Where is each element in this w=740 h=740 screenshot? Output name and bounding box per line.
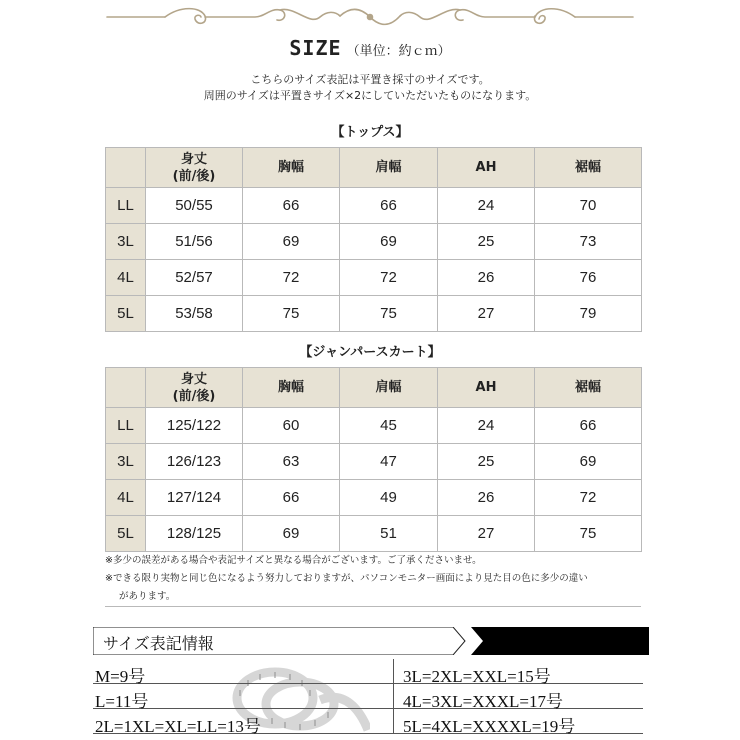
row-size: 5L (106, 516, 146, 552)
cell-hem: 66 (535, 408, 642, 444)
cell-length: 52/57 (146, 260, 243, 296)
cell-chest: 60 (243, 408, 340, 444)
table-header-row (106, 368, 642, 408)
cell-length: 50/55 (146, 188, 243, 224)
info-right-3: 5L=4XL=XXXXL=19号 (403, 717, 576, 736)
cell-hem: 76 (535, 260, 642, 296)
tops-section-label: 【トップス】 (331, 125, 409, 140)
cell-ah: 27 (438, 296, 535, 332)
notes (105, 552, 641, 607)
cell-ah: 24 (438, 188, 535, 224)
title-unit: （単位：約ｃｍ） (346, 44, 451, 59)
cell-length: 51/56 (146, 224, 243, 260)
cell-chest: 66 (243, 188, 340, 224)
row-size: 3L (106, 224, 146, 260)
info-right-2: 4L=3XL=XXXL=17号 (403, 692, 564, 711)
row-size: 4L (106, 260, 146, 296)
intro-line-2: 周囲のサイズは平置きサイズ×2にしていただいたものになります。 (203, 89, 537, 102)
info-row (93, 659, 643, 684)
column-header-chest: 胸幅 (243, 148, 340, 188)
intro-line-1: こちらのサイズ表記は平置き採寸のサイズです。 (250, 73, 490, 86)
cell-chest: 66 (243, 480, 340, 516)
cell-chest: 75 (243, 296, 340, 332)
cell-hem: 73 (535, 224, 642, 260)
cell-hem: 75 (535, 516, 642, 552)
cell-ah: 26 (438, 480, 535, 516)
cell-shoulder: 47 (340, 444, 438, 480)
cell-chest: 69 (243, 516, 340, 552)
row-size: LL (106, 188, 146, 224)
cell-shoulder: 45 (340, 408, 438, 444)
cell-shoulder: 69 (340, 224, 438, 260)
size-info-banner (93, 627, 649, 655)
cell-chest: 63 (243, 444, 340, 480)
note-line-3: があります。 (119, 591, 176, 602)
row-size: LL (106, 408, 146, 444)
cell-hem: 70 (535, 188, 642, 224)
skirt-section-label: 【ジャンパースカート】 (299, 345, 441, 360)
column-header-hem: 裾幅 (535, 148, 642, 188)
cell-chest: 72 (243, 260, 340, 296)
column-header-length: 身丈 (前/後) (146, 148, 243, 188)
decorative-ornament (105, 4, 635, 30)
cell-hem: 69 (535, 444, 642, 480)
column-header-hem: 裾幅 (535, 368, 642, 408)
skirt-size-table (105, 367, 642, 552)
row-size: 5L (106, 296, 146, 332)
table-row (106, 480, 642, 516)
table-header-row (106, 148, 642, 188)
cell-ah: 25 (438, 444, 535, 480)
note-line-1: ※多少の誤差がある場合や表記サイズと異なる場合がございます。ご了承くださいませ。 (105, 555, 482, 566)
table-row (106, 296, 642, 332)
info-right-1: 3L=2XL=XXL=15号 (403, 667, 551, 686)
row-size: 3L (106, 444, 146, 480)
cell-ah: 25 (438, 224, 535, 260)
column-header-length: 身丈 (前/後) (146, 368, 243, 408)
cell-shoulder: 49 (340, 480, 438, 516)
column-header-shoulder: 肩幅 (340, 148, 438, 188)
cell-hem: 79 (535, 296, 642, 332)
cell-ah: 24 (438, 408, 535, 444)
cell-chest: 69 (243, 224, 340, 260)
column-header-ah: AH (438, 368, 535, 408)
cell-shoulder: 72 (340, 260, 438, 296)
table-row (106, 260, 642, 296)
note-line-2: ※できる限り実物と同じ色になるよう努力しておりますが、パソコンモニター画面により見た目の色に多少の違い (105, 573, 588, 584)
cell-shoulder: 51 (340, 516, 438, 552)
table-row (106, 444, 642, 480)
cell-hem: 72 (535, 480, 642, 516)
cell-length: 125/122 (146, 408, 243, 444)
cell-length: 126/123 (146, 444, 243, 480)
corner-cell (106, 368, 146, 408)
info-left-3: 2L=1XL=XL=LL=13号 (95, 717, 261, 736)
cell-ah: 26 (438, 260, 535, 296)
table-row (106, 516, 642, 552)
column-header-ah: AH (438, 148, 535, 188)
intro-text (0, 72, 740, 104)
page-title (0, 36, 740, 60)
table-row (106, 188, 642, 224)
cell-length: 127/124 (146, 480, 243, 516)
title-main: SIZE (289, 36, 342, 60)
size-info-grid (93, 659, 643, 734)
cell-shoulder: 75 (340, 296, 438, 332)
cell-length: 53/58 (146, 296, 243, 332)
table-row (106, 408, 642, 444)
row-size: 4L (106, 480, 146, 516)
info-left-2: L=11号 (95, 692, 149, 711)
tops-size-table (105, 147, 642, 332)
info-row (93, 684, 643, 709)
table-row (106, 224, 642, 260)
cell-shoulder: 66 (340, 188, 438, 224)
cell-ah: 27 (438, 516, 535, 552)
info-row (93, 709, 643, 734)
size-info-title: サイズ表記情報 (103, 634, 214, 653)
corner-cell (106, 148, 146, 188)
info-left-1: M=9号 (95, 667, 146, 686)
cell-length: 128/125 (146, 516, 243, 552)
column-header-shoulder: 肩幅 (340, 368, 438, 408)
column-header-chest: 胸幅 (243, 368, 340, 408)
